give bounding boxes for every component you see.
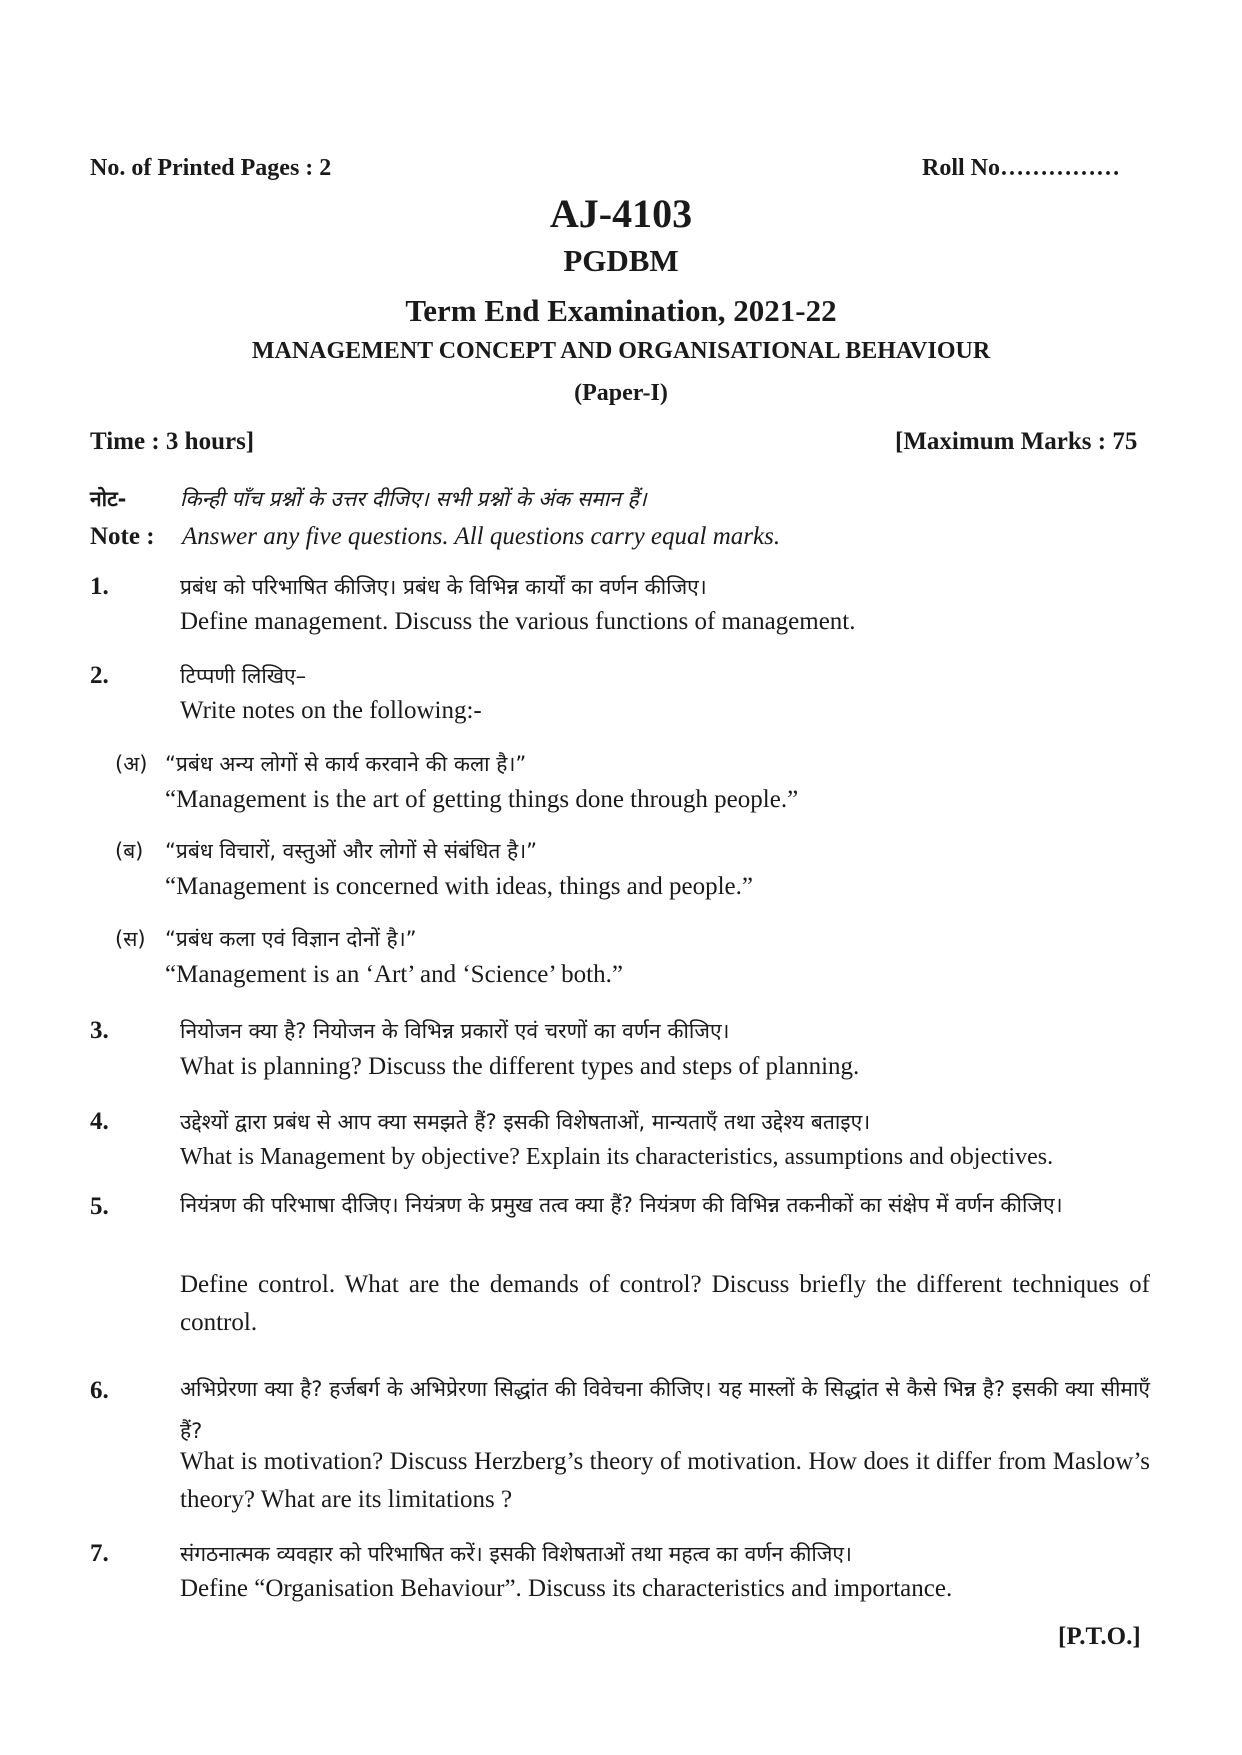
- pto-marker: [P.T.O.]: [1058, 1623, 1141, 1650]
- subpart-english: “Management is the art of getting things done through people.”: [165, 786, 799, 813]
- question-english: What is Management by objective? Explain its characteristics, assumptions and objectives.: [180, 1144, 1054, 1170]
- question-number: 7.: [90, 1540, 109, 1567]
- question-english: Write notes on the following:-: [180, 697, 482, 724]
- paper-code: AJ-4103: [549, 191, 693, 236]
- note-label-hindi: नोट-: [90, 487, 127, 511]
- subpart-hindi: “प्रबंध अन्य लोगों से कार्य करवाने की कला है।”: [165, 752, 527, 776]
- question-hindi: नियोजन क्या है? नियोजन के विभिन्न प्रकारों एवं चरणों का वर्णन कीजिए।: [180, 1019, 730, 1043]
- question-english: Define “Organisation Behaviour”. Discuss its characteristics and importance.: [180, 1575, 953, 1602]
- question-hindi: टिप्पणी लिखिए–: [180, 664, 307, 688]
- question-hindi: नियंत्रण की परिभाषा दीजिए। नियंत्रण के प्रमुख तत्व क्या हैं? नियंत्रण की विभिन्न तकनीकों का संक्षेप में वर्णन कीजिए।: [180, 1193, 1063, 1217]
- question-hindi: उद्देश्यों द्वारा प्रबंध से आप क्या समझते हैं? इसकी विशेषताओं, मान्यताएँ तथा उद्देश्य बताइए।: [180, 1110, 871, 1134]
- subpart-label: (स): [115, 927, 146, 951]
- program-name: PGDBM: [563, 243, 679, 278]
- subpart-label: (अ): [115, 752, 148, 776]
- subpart-hindi: “प्रबंध कला एवं विज्ञान दोनों है।”: [165, 927, 417, 951]
- note-label-english: Note :: [90, 523, 155, 550]
- note-text-english: Answer any five questions. All questions carry equal marks.: [182, 523, 781, 550]
- question-hindi: प्रबंध को परिभाषित कीजिए। प्रबंध के विभिन्न कार्यों का वर्णन कीजिए।: [180, 575, 707, 599]
- roll-no: Roll No……………: [922, 155, 1120, 181]
- question-number: 3.: [90, 1017, 109, 1044]
- question-english: What is planning? Discuss the different types and steps of planning.: [180, 1053, 860, 1080]
- question-english: Define management. Discuss the various functions of management.: [180, 608, 856, 635]
- question-hindi: संगठनात्मक व्यवहार को परिभाषित करें। इसकी विशेषताओं तथा महत्व का वर्णन कीजिए।: [180, 1542, 852, 1566]
- note-text-hindi: किन्ही पाँच प्रश्नों के उत्तर दीजिए। सभी प्रश्नों के अंक समान हैं।: [180, 487, 647, 511]
- question-number: 1.: [90, 573, 109, 600]
- question-number: 2.: [90, 662, 109, 689]
- subpart-hindi: “प्रबंध विचारों, वस्तुओं और लोगों से संबंधित है।”: [165, 839, 538, 863]
- subpart-label: (ब): [115, 839, 144, 863]
- maximum-marks: [Maximum Marks : 75: [895, 428, 1138, 455]
- printed-pages: No. of Printed Pages : 2: [90, 155, 332, 181]
- question-english: What is motivation? Discuss Herzberg’s theory of motivation. How does it differ from Maslow’s theory? What are its limitations ?: [180, 1448, 1150, 1513]
- question-number: 6.: [90, 1377, 109, 1404]
- paper-number: (Paper-I): [574, 380, 668, 406]
- question-number: 4.: [90, 1108, 109, 1135]
- question-number: 5.: [90, 1193, 109, 1220]
- exam-title: Term End Examination, 2021-22: [405, 293, 837, 328]
- subpart-english: “Management is an ‘Art’ and ‘Science’ both.”: [165, 961, 623, 988]
- question-hindi: अभिप्रेरणा क्या है? हर्जबर्ग के अभिप्रेरणा सिद्धांत की विवेचना कीजिए। यह मास्लों के सिद्धांत से कैसे भिन्न है? इसकी क्या सीमाएँ हैं?: [180, 1377, 1150, 1443]
- question-english: Define control. What are the demands of control? Discuss briefly the different techniques of control.: [180, 1271, 1150, 1336]
- subpart-english: “Management is concerned with ideas, things and people.”: [165, 873, 754, 900]
- exam-time: Time : 3 hours]: [90, 428, 255, 455]
- subject-title: MANAGEMENT CONCEPT AND ORGANISATIONAL BEHAVIOUR: [251, 338, 991, 364]
